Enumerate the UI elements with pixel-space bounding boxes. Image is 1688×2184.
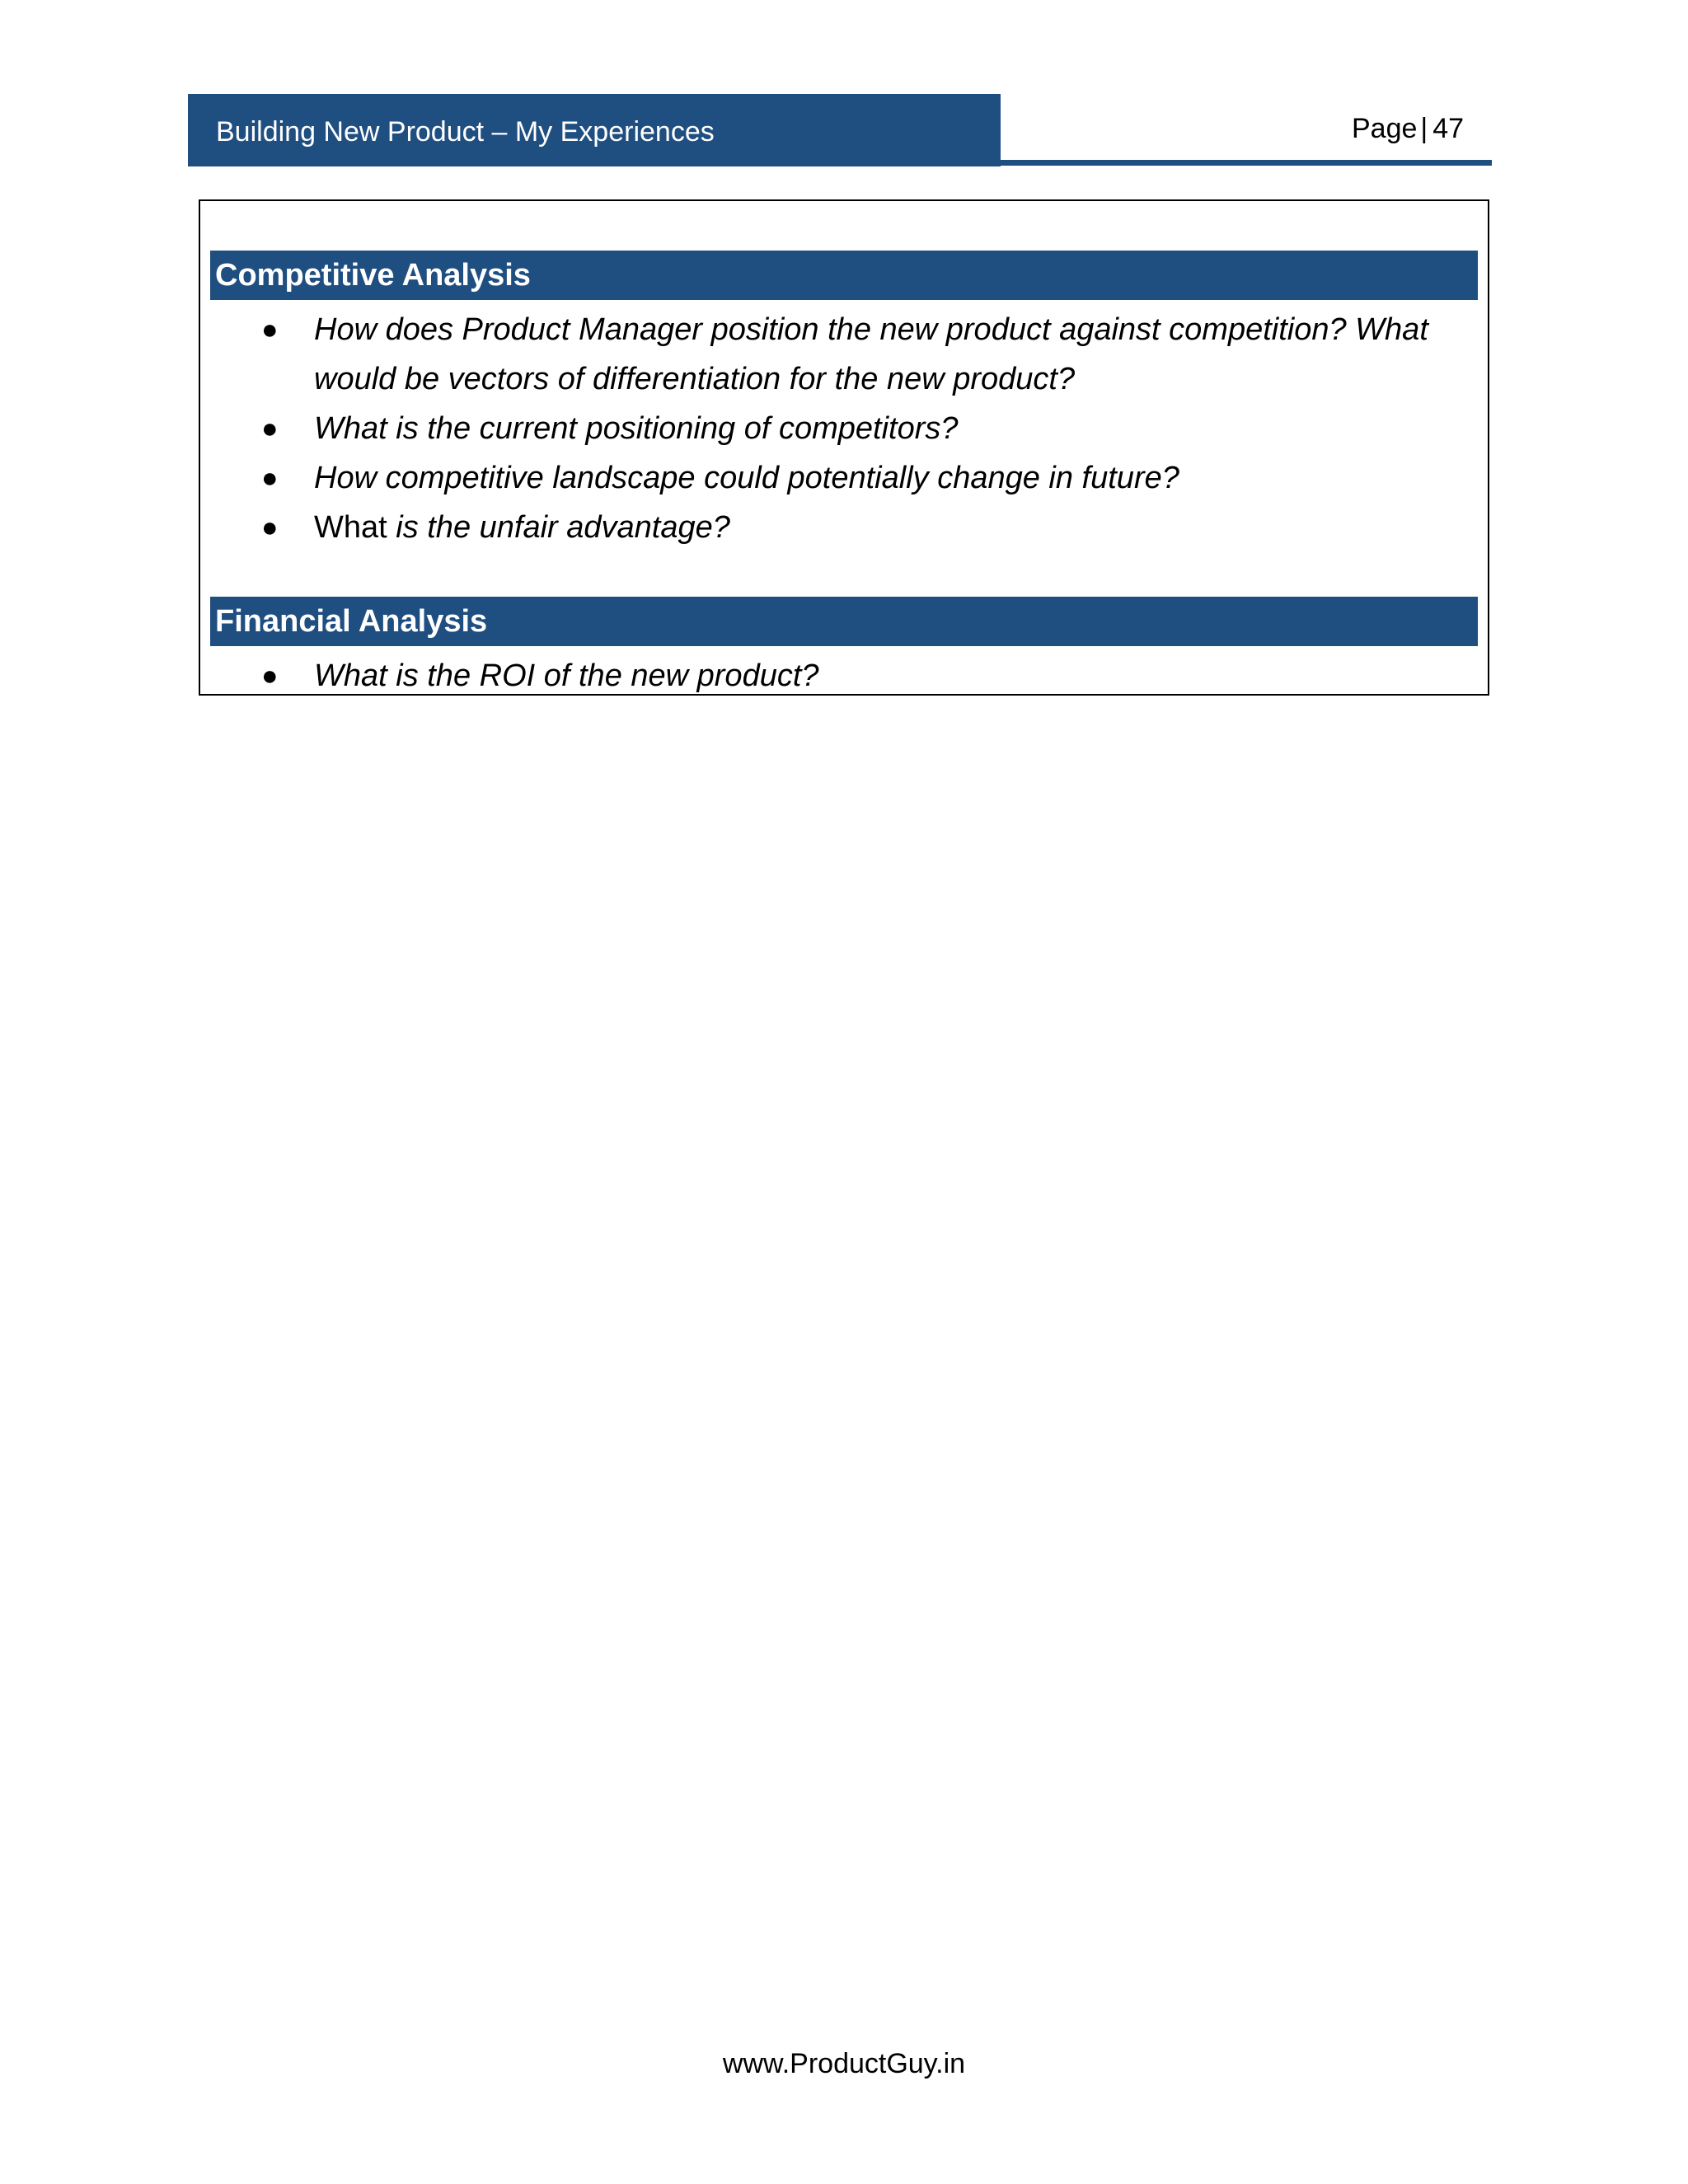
bullet-icon: ● xyxy=(261,314,279,345)
competitive-analysis-list xyxy=(200,305,1478,552)
list-item-text: How competitive landscape could potentially change in future? xyxy=(314,461,1179,495)
bullet-icon: ● xyxy=(261,462,279,494)
bullet-icon: ● xyxy=(261,660,279,691)
page-label: Page xyxy=(1352,113,1418,144)
list-item-text: How does Product Manager position the new product against competition? What would be vectors of differentiation for the new product? xyxy=(314,312,1428,396)
list-item-text: What is the current positioning of competitors? xyxy=(314,411,959,446)
list-item xyxy=(200,404,1478,453)
list-item xyxy=(200,453,1478,503)
financial-analysis-list xyxy=(200,651,1478,701)
bullet-icon: ● xyxy=(261,512,279,543)
header-rule xyxy=(931,160,1492,166)
list-item xyxy=(200,305,1478,404)
header-band-slant xyxy=(964,94,1001,166)
list-item-prefix: What xyxy=(314,510,396,545)
page-separator: | xyxy=(1420,113,1428,144)
page-number-label xyxy=(1352,110,1464,147)
section-header-financial-analysis: Financial Analysis xyxy=(210,597,1478,646)
footer-website: www.ProductGuy.in xyxy=(722,2048,966,2079)
page-number: 47 xyxy=(1432,113,1465,144)
list-item-text: is the unfair advantage? xyxy=(396,510,730,545)
list-item-text: What is the ROI of the new product? xyxy=(314,658,819,693)
content-box xyxy=(199,199,1489,696)
document-title: Building New Product – My Experiences xyxy=(216,116,715,148)
bullet-icon: ● xyxy=(261,413,279,444)
list-item xyxy=(200,651,1478,701)
section-header-competitive-analysis: Competitive Analysis xyxy=(210,251,1478,300)
list-item xyxy=(200,503,1478,552)
